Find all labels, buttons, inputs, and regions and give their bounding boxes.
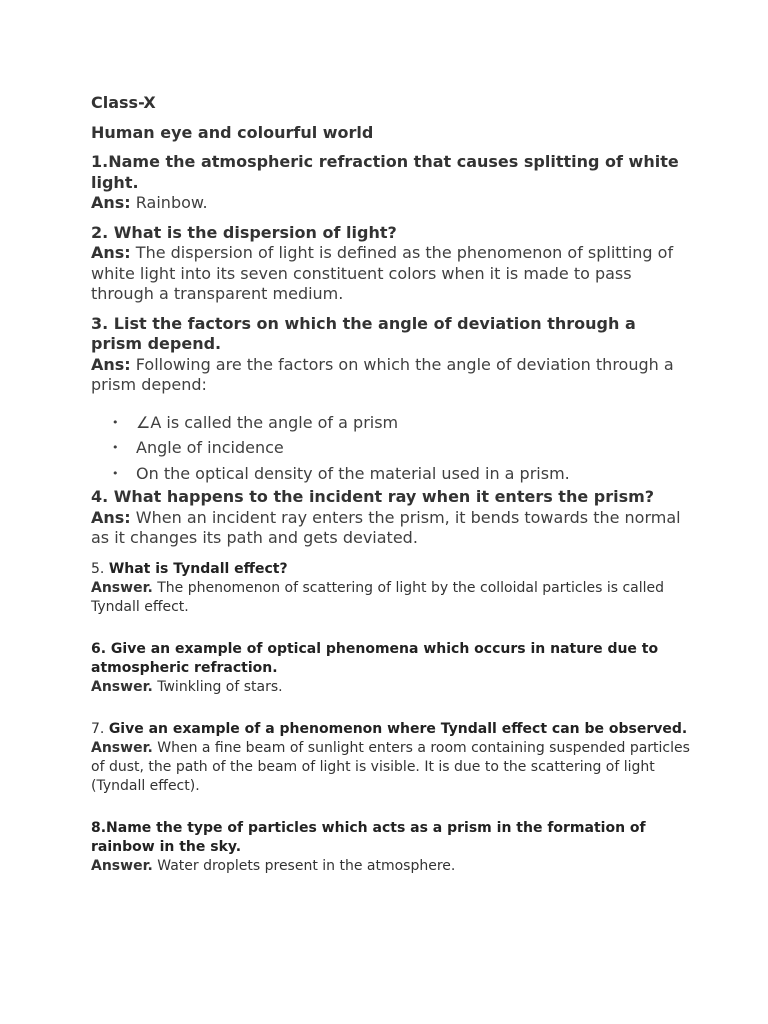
list-item: • On the optical density of the material used in a prism. [91, 461, 691, 487]
answer-prefix: Answer. [91, 579, 153, 596]
qa-block-1 [91, 152, 691, 214]
answer-prefix: Ans: [91, 243, 131, 262]
answer-prefix: Ans: [91, 507, 131, 527]
document-page [91, 92, 691, 876]
question-2: 2. What is the dispersion of light? [91, 222, 397, 242]
qa-block-4 [91, 487, 691, 549]
answer-text: When an incident ray enters the prism, it bends towards the normal as it changes its path and gets deviated. [91, 507, 681, 547]
answer-6 [91, 678, 691, 697]
answer-text: Following are the factors on which the angle of deviation through a prism depend: [91, 354, 674, 394]
answer-1 [91, 193, 691, 214]
question-3: 3. List the factors on which the angle of deviation through a prism depend. [91, 313, 636, 353]
answer-prefix: Answer. [91, 857, 153, 874]
answer-4 [91, 508, 691, 549]
qa-block-6 [91, 640, 691, 697]
chapter-title: Human eye and colourful world [91, 123, 374, 142]
answer-text: The dispersion of light is defined as the phenomenon of splitting of white light into its seven constituent colors when it is made to pass through a transparent medium. [91, 243, 674, 303]
question-number: 7. [91, 720, 109, 737]
question-5 [91, 560, 691, 579]
question-number: 5. [91, 560, 109, 577]
answer-text: Twinkling of stars. [152, 678, 283, 695]
question-text: Give an example of a phenomenon where Tyndall effect can be observed. [108, 720, 688, 737]
factor-list [91, 410, 691, 487]
answer-2 [91, 243, 691, 305]
question-text: What is Tyndall effect? [108, 560, 288, 577]
question-4: 4. What happens to the incident ray when it enters the prism? [91, 487, 655, 506]
qa-block-7 [91, 720, 691, 796]
qa-block-5 [91, 560, 691, 617]
answer-8 [91, 857, 691, 876]
answer-prefix: Answer. [91, 678, 153, 695]
answer-prefix: Ans: [91, 193, 131, 212]
qa-block-3 [91, 314, 691, 487]
answer-text: When a fine beam of sunlight enters a room containing suspended particles of dust, the path of the beam of light is visible. It is due to the scattering of light (Tyndall effect). [91, 739, 690, 794]
question-6: 6. Give an example of optical phenomena which occurs in nature due to atmospheric refraction. [91, 640, 659, 676]
bullet-icon: • [112, 441, 119, 454]
bullet-icon: • [112, 466, 119, 480]
class-label: Class-X [91, 93, 156, 112]
answer-7 [91, 739, 691, 796]
answer-text: Rainbow. [130, 193, 208, 212]
answer-prefix: Answer. [91, 739, 153, 756]
question-7 [91, 720, 691, 739]
question-8: 8.Name the type of particles which acts as a prism in the formation of rainbow in the sky. [91, 819, 646, 855]
list-item: • ∠A is called the angle of a prism [91, 410, 691, 436]
bullet-icon: • [112, 415, 119, 429]
answer-text: Water droplets present in the atmosphere. [152, 857, 456, 874]
answer-5 [91, 579, 691, 617]
answer-text: The phenomenon of scattering of light by the colloidal particles is called Tyndall effect. [91, 579, 665, 615]
answer-prefix: Ans: [91, 354, 131, 374]
qa-block-2 [91, 223, 691, 305]
answer-3 [91, 355, 691, 396]
qa-block-8 [91, 819, 691, 876]
question-1: 1.Name the atmospheric refraction that causes splitting of white light. [91, 152, 679, 192]
list-item: • Angle of incidence [91, 435, 691, 461]
